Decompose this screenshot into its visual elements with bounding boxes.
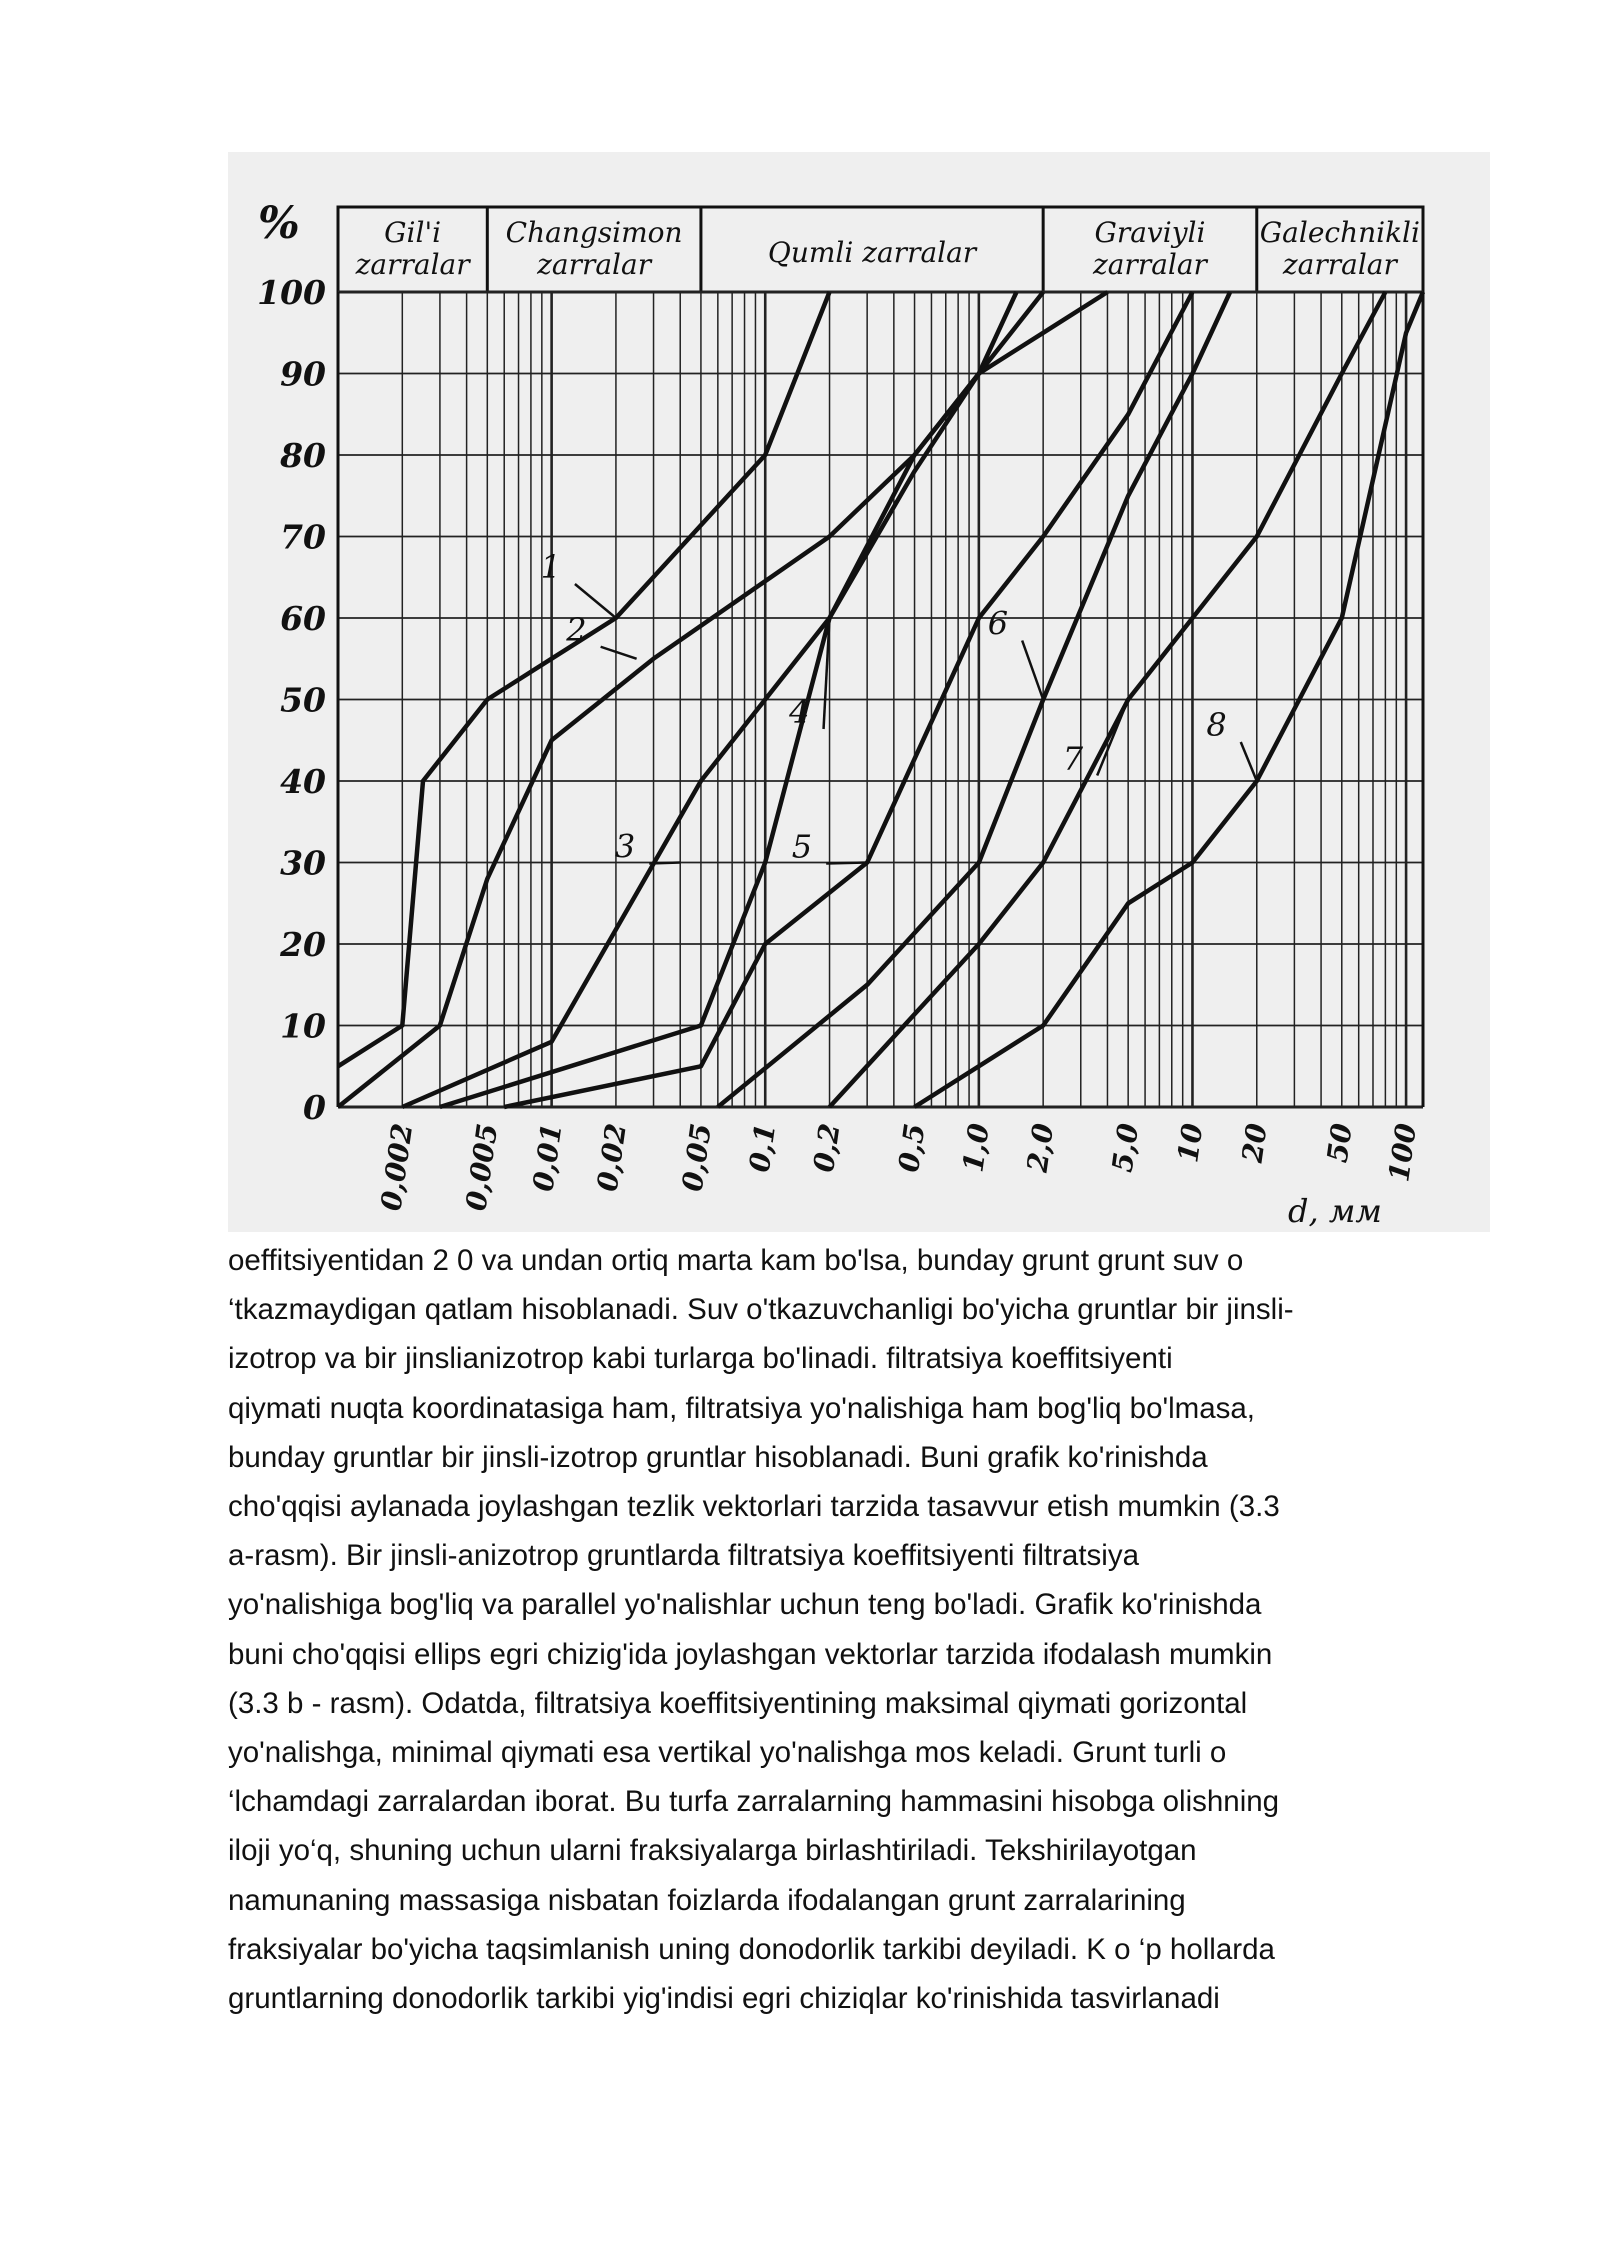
curve-label-leader	[1097, 700, 1128, 776]
x-tick-label: 0,002	[374, 1121, 420, 1213]
x-tick-label: 0,01	[526, 1121, 569, 1194]
y-tick-label: 50	[280, 680, 326, 720]
x-tick-label: 0,05	[675, 1121, 718, 1194]
x-tick-label: 2,0	[1020, 1121, 1061, 1175]
curve-label-1: 1	[540, 548, 561, 586]
y-tick-label: 10	[280, 1006, 326, 1046]
x-tick-label: 0,02	[590, 1121, 633, 1194]
category-label: Gil'i	[384, 216, 442, 249]
category-label: zarralar	[355, 248, 470, 281]
x-tick-label: 50	[1320, 1121, 1359, 1165]
x-tick-label: 0,2	[807, 1121, 847, 1175]
curve-label-2: 2	[566, 610, 587, 649]
chart-canvas	[228, 152, 1490, 1232]
category-label: Galechnikli	[1259, 216, 1420, 249]
curve-label-leader	[826, 863, 867, 864]
curve-label-4: 4	[789, 693, 810, 731]
x-tick-label: 5,0	[1105, 1121, 1146, 1175]
curve-label-leader	[1241, 742, 1257, 781]
curve-label-7: 7	[1062, 739, 1084, 778]
category-label: zarralar	[1282, 248, 1397, 281]
y-tick-label: 60	[280, 599, 326, 638]
curve-label-leader	[601, 647, 637, 659]
x-tick-label: 0,005	[459, 1121, 505, 1213]
y-tick-label: 40	[280, 762, 326, 801]
granulometric-chart-figure	[228, 152, 1490, 1232]
category-label: Changsimon	[505, 216, 683, 249]
y-tick-label: 80	[280, 436, 326, 475]
y-tick-label: 70	[280, 517, 326, 557]
body-paragraph: oeffitsiyentidan 2 0 va undan ortiq marta kam bo'lsa, bunday grunt grunt suv o ‘tkazmaydigan qatlam hisoblanadi. Suv o'tkazuvchanligi bo'yicha gruntlar bir jinsli- izotrop va bir jinslianizotrop kabi turlarga bo'linadi. filtratsiya koeffitsiyenti qiymati nuqta koordinatasiga ham, filtratsiya yo'nalishiga ham bog'liq bo'lmasa, bunday gruntlar bir jinsli-izotrop gruntlar hisoblanadi. Buni grafik ko'rinishda cho'qqisi aylanada joylashgan tezlik vektorlari tarzida tasavvur etish mumkin (3.3 a-rasm). Bir jinsli-anizotrop gruntlarda filtratsiya koeffitsiyenti filtratsiya yo'nalishiga bog'liq va parallel yo'nalishlar uchun teng bo'ladi. Grafik ko'rinishda buni cho'qqisi ellips egri chizig'ida joylashgan vektorlar tarzida ifodalash mumkin (3.3 b - rasm). Odatda, filtratsiya koeffitsiyentining maksimal qiymati gorizontal yo'nalishga, minimal qiymati esa vertikal yo'nalishga mos keladi. Grunt turli o ‘lchamdagi zarralardan iborat. Bu turfa zarralarning hammasini hisobga olishning iloji yo‘q, shuning uchun ularni fraksiyalarga birlashtiriladi. Tekshirilayotgan namunaning massasiga nisbatan foizlarda ifodalangan grunt zarralarining fraksiyalar bo'yicha taqsimlanish uning donodorlik tarkibi deyiladi. K o ‘p hollarda gruntlarning donodorlik tarkibi yig'indisi egri chiziqlar ko'rinishida tasvirlanadi	[228, 1244, 1294, 2016]
curve-label-3: 3	[614, 827, 636, 866]
category-label: Graviyli	[1094, 216, 1206, 249]
x-tick-label: 0,1	[742, 1121, 783, 1175]
curve-label-6: 6	[987, 604, 1009, 643]
curve-label-8: 8	[1206, 706, 1227, 744]
curve-label-5: 5	[791, 827, 813, 866]
curve-label-leader	[649, 863, 680, 864]
curve-label-leader	[1022, 641, 1043, 700]
x-axis-label: d, мм	[1288, 1192, 1382, 1230]
x-tick-label: 0,5	[892, 1121, 932, 1175]
x-tick-label: 10	[1171, 1121, 1210, 1165]
category-label: Qumli zarralar	[767, 236, 977, 269]
x-tick-label: 20	[1235, 1121, 1274, 1165]
category-label: zarralar	[537, 248, 652, 281]
x-tick-label: 100	[1382, 1121, 1424, 1184]
category-label: zarralar	[1092, 248, 1207, 281]
y-tick-label: 100	[257, 273, 326, 312]
x-tick-label: 1,0	[956, 1121, 996, 1175]
y-tick-label: 30	[280, 843, 326, 883]
y-tick-label: 90	[280, 354, 326, 394]
y-axis-label: %	[258, 198, 300, 249]
y-tick-label: 0	[303, 1088, 326, 1127]
y-tick-label: 20	[280, 925, 326, 964]
